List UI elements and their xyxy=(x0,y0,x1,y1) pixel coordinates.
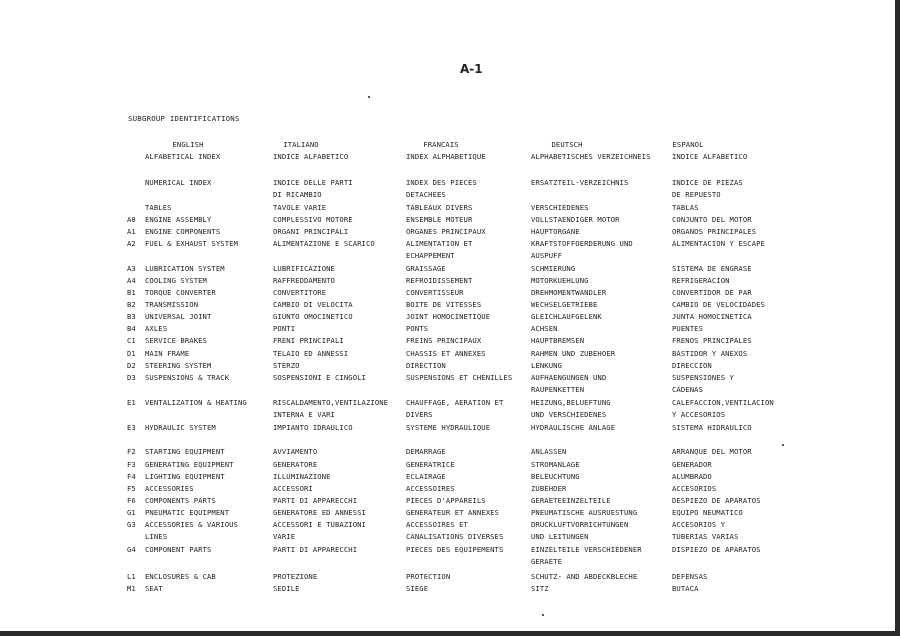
subgroup-cell: SOSPENSIONI E CINGOLI xyxy=(273,373,366,382)
subgroup-cell: EINZELTEILE VERSCHIEDENER xyxy=(531,545,642,554)
subgroup-cell: CONJUNTO DEL MOTOR xyxy=(672,215,752,224)
subgroup-cell: ACCESORIOS Y xyxy=(672,520,726,529)
subgroup-cell: ILLUMINAZIONE xyxy=(273,472,331,481)
subgroup-cell: ALUMBRADO xyxy=(672,472,712,481)
subgroup-cell: ORGANI PRINCIPALI xyxy=(273,227,349,236)
subgroup-cell: SEDILE xyxy=(273,584,300,593)
subgroup-cell: BASTIDOR Y ANEXOS xyxy=(672,349,748,358)
subgroup-cell: CONVERTITORE xyxy=(273,288,327,297)
subgroup-cell: FUEL & EXHAUST SYSTEM xyxy=(145,239,238,248)
subgroup-cell: GRAISSAGE xyxy=(406,264,446,273)
subgroup-cell: ACCESSORIES & VARIOUS xyxy=(145,520,238,529)
subgroup-cell: RAFFREDDAMENTO xyxy=(273,276,335,285)
subgroup-code: G4 xyxy=(127,545,136,554)
scan-speck xyxy=(368,96,370,98)
subgroup-cell: PNEUMATISCHE AUSRUESTUNG xyxy=(531,508,638,517)
subgroup-cell: TRANSMISSION xyxy=(145,300,199,309)
column-header: ESPANOL xyxy=(672,140,704,149)
subgroup-cell: AXLES xyxy=(145,324,168,333)
subgroup-cell: VARIE xyxy=(273,532,296,541)
subgroup-code: F4 xyxy=(127,472,136,481)
subgroup-cell: HAUPTORGANE xyxy=(531,227,580,236)
subgroup-cell: SCHMIERUNG xyxy=(531,264,576,273)
subgroup-code: A3 xyxy=(127,264,136,273)
index-cell: ALFABETICAL INDEX xyxy=(145,152,221,161)
subgroup-cell: GERAETEEINZELTEILE xyxy=(531,496,611,505)
subgroup-code: F5 xyxy=(127,484,136,493)
subgroup-cell: RISCALDAMENTO,VENTILAZIONE xyxy=(273,398,389,407)
subgroup-cell: ALIMENTAZIONE E SCARICO xyxy=(273,239,375,248)
subgroup-cell: LIGHTING EQUIPMENT xyxy=(145,472,225,481)
subgroup-code: B1 xyxy=(127,288,136,297)
subgroup-cell: ACCESSORI E TUBAZIONI xyxy=(273,520,366,529)
index-cell: TAVOLE VARIE xyxy=(273,203,327,212)
subgroup-cell: DISPIEZO DE APARATOS xyxy=(672,545,761,554)
subgroup-cell: UNIVERSAL JOINT xyxy=(145,312,212,321)
subgroup-cell: COOLING SYSTEM xyxy=(145,276,207,285)
subgroup-cell: CONVERTISSEUR xyxy=(406,288,464,297)
subgroup-cell: DIVERS xyxy=(406,410,433,419)
column-header: ITALIANO xyxy=(283,140,319,149)
subgroup-code: E3 xyxy=(127,423,136,432)
subgroup-cell: SCHUTZ- AND ABDECKBLECHE xyxy=(531,572,638,581)
subgroup-cell: STARTING EQUIPMENT xyxy=(145,447,225,456)
subgroup-cell: MAIN FRAME xyxy=(145,349,190,358)
subgroup-code: C1 xyxy=(127,336,136,345)
subgroup-cell: DREHMOMENTWANDLER xyxy=(531,288,607,297)
subgroup-cell: CAMBIO DE VELOCIDADES xyxy=(672,300,765,309)
scan-speck xyxy=(782,444,784,446)
subgroup-code: L1 xyxy=(127,572,136,581)
subgroup-cell: BUTACA xyxy=(672,584,699,593)
subgroup-cell: FREINS PRINCIPAUX xyxy=(406,336,482,345)
subgroup-cell: ACHSEN xyxy=(531,324,558,333)
subgroup-cell: GENERATRICE xyxy=(406,460,455,469)
subgroup-cell: BELEUCHTUNG xyxy=(531,472,580,481)
subgroup-cell: ORGANES PRINCIPAUX xyxy=(406,227,486,236)
subgroup-code: F3 xyxy=(127,460,136,469)
subgroup-cell: PROTEZIONE xyxy=(273,572,318,581)
index-cell: VERSCHIEDENES xyxy=(531,203,589,212)
index-cell: DE REPUESTO xyxy=(672,190,721,199)
subgroup-cell: SISTEMA DE ENGRASE xyxy=(672,264,752,273)
subgroup-cell: PONTI xyxy=(273,324,296,333)
subgroup-cell: HEIZUNG,BELUEFTUNG xyxy=(531,398,611,407)
index-cell: TABLES xyxy=(145,203,172,212)
subgroup-cell: UND VERSCHIEDENES xyxy=(531,410,607,419)
subgroup-cell: COMPONENTS PARTS xyxy=(145,496,216,505)
index-cell: INDICE ALFABETICO xyxy=(273,152,349,161)
subgroup-cell: DRUCKLUFTVORRICHTUNGEN xyxy=(531,520,629,529)
subgroup-cell: CALEFACCION,VENTILACION xyxy=(672,398,774,407)
subgroup-cell: ALIMENTATION ET xyxy=(406,239,473,248)
subgroup-cell: PUENTES xyxy=(672,324,703,333)
subgroup-cell: GENERATEUR ET ANNEXES xyxy=(406,508,499,517)
subgroup-cell: PARTI DI APPARECCHI xyxy=(273,545,358,554)
index-cell: INDEX DES PIECES xyxy=(406,178,477,187)
subgroup-cell: ENCLOSURES & CAB xyxy=(145,572,216,581)
subgroup-code: A1 xyxy=(127,227,136,236)
subgroup-code: M1 xyxy=(127,584,136,593)
subgroup-cell: DESPIEZO DE APARATOS xyxy=(672,496,761,505)
subgroup-cell: STROMANLAGE xyxy=(531,460,580,469)
column-header: DEUTSCH xyxy=(551,140,583,149)
subgroup-cell: HYDRAULISCHE ANLAGE xyxy=(531,423,616,432)
subgroup-cell: ALIMENTACION Y ESCAPE xyxy=(672,239,765,248)
subgroup-code: A0 xyxy=(127,215,136,224)
index-cell: INDICE ALFABETICO xyxy=(672,152,748,161)
subgroup-cell: REFRIGERACION xyxy=(672,276,730,285)
subgroup-cell: ACCESSORIES xyxy=(145,484,194,493)
index-cell: DI RICAMBIO xyxy=(273,190,322,199)
subgroup-cell: AUSPUFF xyxy=(531,251,562,260)
subgroup-cell: DEMARRAGE xyxy=(406,447,446,456)
subgroup-cell: GENERATORE xyxy=(273,460,318,469)
subgroup-cell: VOLLSTAENDIGER MOTOR xyxy=(531,215,620,224)
subgroup-cell: ENGINE COMPONENTS xyxy=(145,227,221,236)
subgroup-cell: MOTORKUEHLUNG xyxy=(531,276,589,285)
subgroup-cell: LUBRIFICAZIONE xyxy=(273,264,335,273)
subgroup-code: A2 xyxy=(127,239,136,248)
subgroup-cell: Y ACCESORIOS xyxy=(672,410,726,419)
subgroup-cell: HYDRAULIC SYSTEM xyxy=(145,423,216,432)
index-cell: INDICE DE PIEZAS xyxy=(672,178,743,187)
subgroup-cell: PROTECTION xyxy=(406,572,451,581)
subgroup-cell: RAUPENKETTEN xyxy=(531,385,585,394)
subgroup-code: B3 xyxy=(127,312,136,321)
subgroup-cell: DEFENSAS xyxy=(672,572,708,581)
subgroup-cell: KRAFTSTOFFOERDERUNG UND xyxy=(531,239,633,248)
subgroup-cell: PIECES D'APPAREILS xyxy=(406,496,486,505)
subgroup-cell: STERZO xyxy=(273,361,300,370)
subgroup-code: B4 xyxy=(127,324,136,333)
subgroup-cell: HAUPTBREMSEN xyxy=(531,336,585,345)
subgroup-cell: VENTALIZATION & HEATING xyxy=(145,398,247,407)
index-cell: TABLAS xyxy=(672,203,699,212)
subgroup-cell: ACCESSORI xyxy=(273,484,313,493)
subgroup-heading: SUBGROUP IDENTIFICATIONS xyxy=(128,114,240,123)
subgroup-cell: ACCESSOIRES ET xyxy=(406,520,468,529)
index-cell: INDICE DELLE PARTI xyxy=(273,178,353,187)
subgroup-cell: ARRANQUE DEL MOTOR xyxy=(672,447,752,456)
subgroup-cell: DIRECCION xyxy=(672,361,712,370)
subgroup-cell: PONTS xyxy=(406,324,429,333)
subgroup-cell: EQUIPO NEUMATICO xyxy=(672,508,743,517)
index-cell: NUMERICAL INDEX xyxy=(145,178,212,187)
subgroup-cell: REFROIDISSEMENT xyxy=(406,276,473,285)
index-cell: DETACHEES xyxy=(406,190,446,199)
subgroup-cell: LINES xyxy=(145,532,168,541)
subgroup-cell: INTERNA E VARI xyxy=(273,410,335,419)
subgroup-cell: CONVERTIDOR DE PAR xyxy=(672,288,752,297)
subgroup-cell: DIRECTION xyxy=(406,361,446,370)
subgroup-cell: CHASSIS ET ANNEXES xyxy=(406,349,486,358)
subgroup-cell: GENERADOR xyxy=(672,460,712,469)
subgroup-cell: ENGINE ASSEMBLY xyxy=(145,215,212,224)
subgroup-cell: SYSTEME HYDRAULIQUE xyxy=(406,423,491,432)
subgroup-cell: ZUBEHOER xyxy=(531,484,567,493)
subgroup-cell: GENERATORE ED ANNESSI xyxy=(273,508,366,517)
subgroup-cell: PARTI DI APPARECCHI xyxy=(273,496,358,505)
subgroup-code: A4 xyxy=(127,276,136,285)
subgroup-cell: FRENOS PRINCIPALES xyxy=(672,336,752,345)
subgroup-cell: TELAIO ED ANNESSI xyxy=(273,349,349,358)
subgroup-code: E1 xyxy=(127,398,136,407)
subgroup-cell: GIUNTO OMOCINETICO xyxy=(273,312,353,321)
subgroup-cell: CHAUFFAGE, AERATION ET xyxy=(406,398,504,407)
subgroup-cell: LUBRICATION SYSTEM xyxy=(145,264,225,273)
subgroup-code: D3 xyxy=(127,373,136,382)
subgroup-cell: ANLASSEN xyxy=(531,447,567,456)
subgroup-cell: BOITE DE VITESSES xyxy=(406,300,482,309)
page-title: A-1 xyxy=(460,62,483,76)
subgroup-cell: JOINT HOMOCINETIQUE xyxy=(406,312,491,321)
column-header: ENGLISH xyxy=(172,140,204,149)
subgroup-cell: RAHMEN UND ZUBEHOER xyxy=(531,349,616,358)
subgroup-code: D1 xyxy=(127,349,136,358)
subgroup-cell: CANALISATIONS DIVERSES xyxy=(406,532,504,541)
subgroup-cell: ACCESORIOS xyxy=(672,484,717,493)
subgroup-cell: GENERATING EQUIPMENT xyxy=(145,460,234,469)
subgroup-code: G3 xyxy=(127,520,136,529)
subgroup-cell: SUSPENSIONES Y xyxy=(672,373,734,382)
subgroup-cell: ENSEMBLE MOTEUR xyxy=(406,215,473,224)
index-cell: ALPHABETISCHES VERZEICHNEIS xyxy=(531,152,651,161)
subgroup-cell: WECHSELGETRIEBE xyxy=(531,300,598,309)
subgroup-cell: UND LEITUNGEN xyxy=(531,532,589,541)
subgroup-cell: SITZ xyxy=(531,584,549,593)
subgroup-cell: JUNTA HOMOCINETICA xyxy=(672,312,752,321)
subgroup-code: F2 xyxy=(127,447,136,456)
subgroup-cell: CADENAS xyxy=(672,385,703,394)
subgroup-cell: FRENI PRINCIPALI xyxy=(273,336,344,345)
subgroup-code: F6 xyxy=(127,496,136,505)
subgroup-cell: SISTEMA HIDRAULICO xyxy=(672,423,752,432)
subgroup-cell: GLEICHLAUFGELENK xyxy=(531,312,602,321)
subgroup-cell: IMPIANTO IDRAULICO xyxy=(273,423,353,432)
subgroup-cell: PNEUMATIC EQUIPMENT xyxy=(145,508,230,517)
subgroup-cell: ECLAIRAGE xyxy=(406,472,446,481)
subgroup-code: D2 xyxy=(127,361,136,370)
subgroup-cell: ECHAPPEMENT xyxy=(406,251,455,260)
scan-speck xyxy=(542,614,544,616)
index-cell: ERSATZTEIL-VERZEICHNIS xyxy=(531,178,629,187)
subgroup-cell: SIEGE xyxy=(406,584,429,593)
subgroup-cell: SUSPENSIONS ET CHENILLES xyxy=(406,373,513,382)
subgroup-cell: SEAT xyxy=(145,584,163,593)
subgroup-cell: AUFHAENGUNGEN UND xyxy=(531,373,607,382)
subgroup-cell: GERAETE xyxy=(531,557,562,566)
subgroup-cell: ACCESSOIRES xyxy=(406,484,455,493)
subgroup-cell: COMPONENT PARTS xyxy=(145,545,212,554)
subgroup-code: B2 xyxy=(127,300,136,309)
subgroup-cell: ORGANOS PRINCIPALES xyxy=(672,227,757,236)
subgroup-cell: LENKUNG xyxy=(531,361,562,370)
subgroup-cell: TORQUE CONVERTER xyxy=(145,288,216,297)
subgroup-cell: STEERING SYSTEM xyxy=(145,361,212,370)
subgroup-cell: AVVIAMENTO xyxy=(273,447,318,456)
subgroup-cell: SERVICE BRAKES xyxy=(145,336,207,345)
subgroup-cell: TUBERIAS VARIAS xyxy=(672,532,739,541)
index-cell: INDEX ALPHABETIQUE xyxy=(406,152,486,161)
index-cell: TABLEAUX DIVERS xyxy=(406,203,473,212)
subgroup-cell: CAMBIO DI VELOCITA xyxy=(273,300,353,309)
column-header: FRANCAIS xyxy=(423,140,459,149)
subgroup-code: G1 xyxy=(127,508,136,517)
subgroup-cell: SUSPENSIONS & TRACK xyxy=(145,373,230,382)
subgroup-cell: COMPLESSIVO MOTORE xyxy=(273,215,353,224)
subgroup-cell: PIECES DES EQUIPEMENTS xyxy=(406,545,504,554)
